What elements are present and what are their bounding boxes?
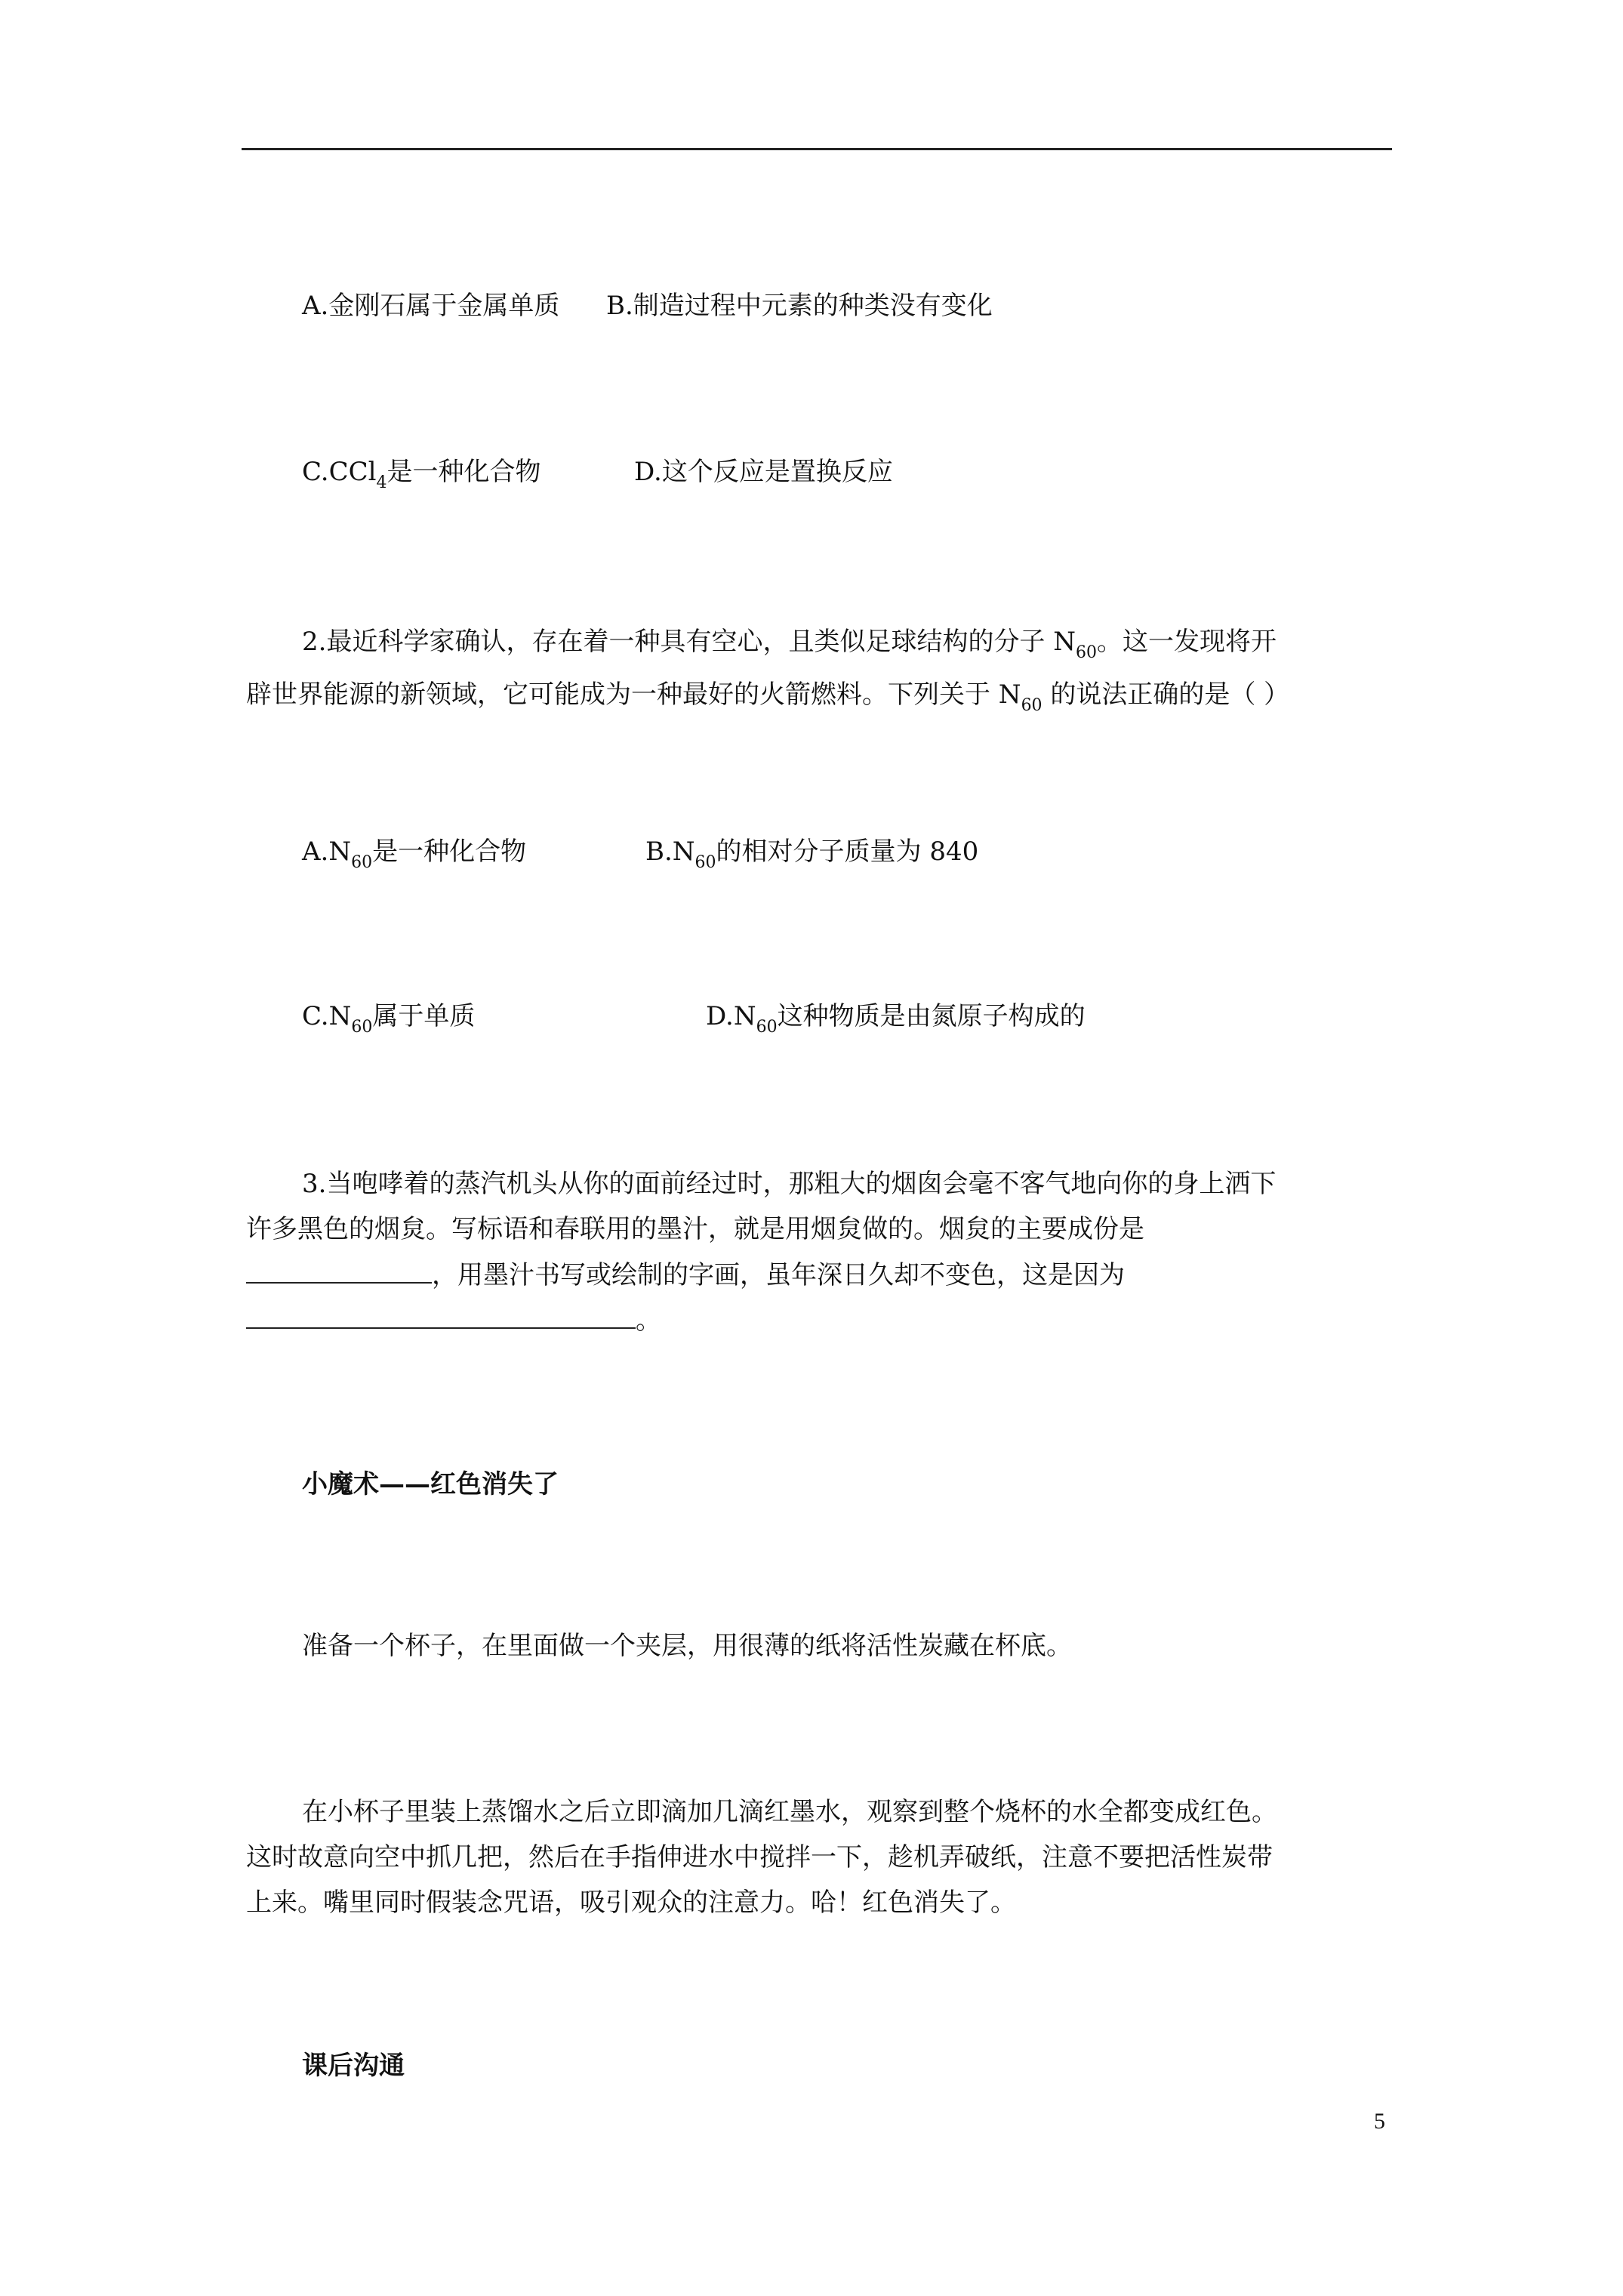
magic-paragraph-2-line1: 在小杯子里装上蒸馏水之后立即滴加几滴红墨水，观察到整个烧杯的水全都变成红色。 xyxy=(302,1797,1277,1827)
magic-title: 小魔术——红色消失了 xyxy=(302,1469,559,1499)
after-class-title: 课后沟通 xyxy=(302,2051,405,2081)
magic-paragraph-2-line2: 这时故意向空中抓几把，然后在手指伸进水中搅拌一下，趁机弄破纸，注意不要把活性炭带 xyxy=(246,1842,1273,1872)
q3-line1: 3.当咆哮着的蒸汽机头从你的面前经过时，那粗大的烟囱会毫不客气地向你的身上洒下 xyxy=(302,1169,1277,1199)
q1-option-a: A.金刚石属于金属单质 xyxy=(302,291,560,321)
q2-option-d: $D.N_{60}$这种物质是由氮原子构成的 xyxy=(706,1001,1086,1037)
q1-option-c: C.CCl$_4$是一种化合物 xyxy=(302,457,541,492)
q2-option-a: $A.N_{60}$是一种化合物 xyxy=(302,837,527,872)
answer-blank-1[interactable] xyxy=(246,1259,432,1284)
q2-stem-line2: 辟世界能源的新领域，它可能成为一种最好的火箭燃料。下列关于 $N_{60}$ 的说法正确的是（ ） xyxy=(246,680,1290,715)
header-rule xyxy=(242,148,1392,150)
q1-option-b: B.制造过程中元素的种类没有变化 xyxy=(606,291,993,321)
q3-line3: ，用墨汁书写或绘制的字画，虽年深日久却不变色，这是因为 xyxy=(246,1259,1125,1290)
answer-blank-2[interactable] xyxy=(246,1305,636,1329)
magic-paragraph-2-line3: 上来。嘴里同时假装念咒语，吸引观众的注意力。哈！红色消失了。 xyxy=(246,1888,1016,1918)
page-number: 5 xyxy=(1374,2109,1385,2134)
magic-paragraph-1: 准备一个杯子，在里面做一个夹层，用很薄的纸将活性炭藏在杯底。 xyxy=(302,1631,1072,1661)
q1-option-d: D.这个反应是置换反应 xyxy=(634,457,893,487)
q2-stem-line1: 2.最近科学家确认，存在着一种具有空心，且类似足球结构的分子 $N_{60}$。这一发现将开 xyxy=(302,627,1277,662)
q3-line4: 。 xyxy=(246,1305,661,1336)
q2-option-b: $B.N_{60}$的相对分子质量为 840 xyxy=(645,837,979,872)
q3-line2: 许多黑色的烟炱。写标语和春联用的墨汁，就是用烟炱做的。烟炱的主要成份是 xyxy=(246,1214,1144,1244)
q2-option-c: $C.N_{60}$属于单质 xyxy=(302,1001,476,1037)
